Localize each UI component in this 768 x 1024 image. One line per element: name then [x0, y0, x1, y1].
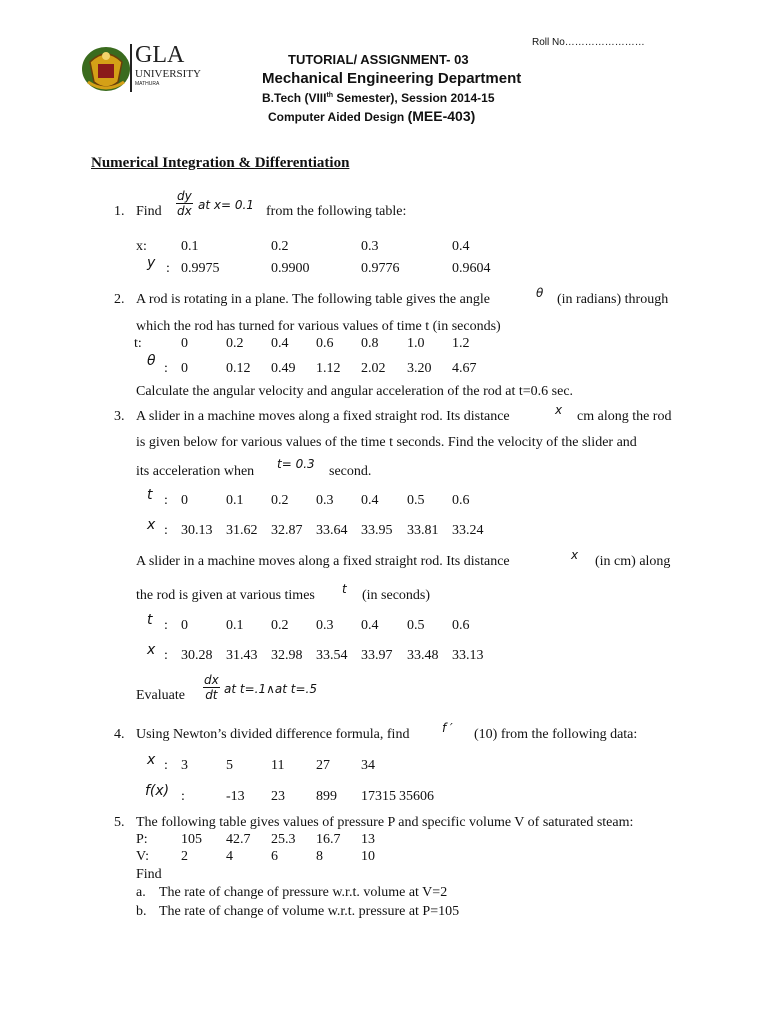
q5-part-a: The rate of change of pressure w.r.t. volume at V=2 [159, 885, 448, 900]
q5-line1: The following table gives values of pressure P and specific volume V of saturated steam: [136, 815, 634, 830]
q1-x-row [0, 239, 768, 257]
q3-at: at t=.1∧at t=.5 [224, 682, 317, 696]
logo-name: GLA [135, 42, 185, 68]
logo-city: MATHURA [135, 81, 160, 87]
table-cell: 17315 [361, 789, 396, 804]
table-cell: 0 [181, 618, 188, 633]
table-cell: 33.48 [407, 648, 439, 663]
q3-t-eq: t= 0.3 [277, 457, 315, 471]
table-cell: 0.5 [407, 493, 425, 508]
superscript-th: th [326, 92, 334, 99]
logo-university: UNIVERSITY [135, 68, 201, 80]
q3-frac-den: dt [205, 688, 218, 702]
q4-line1a: Using Newton’s divided difference formula, find [136, 727, 410, 742]
table-cell: 0.5 [407, 618, 425, 633]
q2-t-row [0, 336, 768, 354]
q1-derivative [176, 189, 193, 218]
q3-number: 3. [114, 409, 125, 424]
table-cell: 1.2 [452, 336, 470, 351]
q1-find: Find [136, 204, 162, 219]
table-cell: θ [147, 353, 156, 369]
table-cell: x [147, 642, 156, 658]
q3-x-row-1 [0, 517, 768, 541]
table-cell: 35606 [399, 789, 434, 804]
q1-frac-den: dx [177, 204, 192, 218]
q3-line4a: A slider in a machine moves along a fixed straight rod. Its distance [136, 554, 510, 569]
table-cell: 0.2 [271, 493, 289, 508]
q2-number: 2. [114, 292, 125, 307]
session-line [262, 91, 495, 105]
table-cell: 13 [361, 832, 375, 847]
table-cell: 0.3 [361, 239, 379, 254]
university-logo [80, 42, 200, 96]
q1-y-row [0, 255, 768, 279]
course-name: Computer Aided Design [268, 110, 408, 124]
table-cell: 11 [271, 758, 285, 773]
q2-line1a: A rod is rotating in a plane. The following table gives the angle [136, 292, 490, 307]
table-cell: 0.49 [271, 361, 296, 376]
q3-frac-num: dx [204, 673, 219, 687]
q3-line1b: cm along the rod [577, 409, 672, 424]
table-cell: -13 [226, 789, 245, 804]
table-cell: : [164, 648, 168, 663]
table-cell: t: [134, 336, 142, 351]
table-cell: 25.3 [271, 832, 296, 847]
q3-line5a: the rod is given at various times [136, 588, 315, 603]
q1-text: from the following table: [266, 204, 407, 219]
table-cell: 33.54 [316, 648, 348, 663]
table-cell: 5 [226, 758, 233, 773]
table-cell: 0 [181, 336, 188, 351]
department-name: Mechanical Engineering Department [262, 70, 522, 87]
q2-line1b: (in radians) through [557, 292, 669, 307]
btech-text: B.Tech (VIII [262, 91, 327, 105]
q3-line3a: its acceleration when [136, 464, 255, 479]
table-cell: 2.02 [361, 361, 386, 376]
q1-frac-num: dy [177, 189, 192, 203]
table-cell: 42.7 [226, 832, 251, 847]
table-cell: 899 [316, 789, 337, 804]
q2-theta: θ [536, 286, 544, 300]
course-line [268, 108, 475, 124]
table-cell: 33.24 [452, 523, 484, 538]
q3-t-var: t [342, 582, 347, 596]
q3-x-var-2: x [571, 548, 579, 562]
q3-x-row-2 [0, 642, 768, 666]
table-cell: V: [136, 849, 149, 864]
table-cell: P: [136, 832, 148, 847]
table-cell: 23 [271, 789, 285, 804]
q2-line3: Calculate the angular velocity and angular acceleration of the rod at t=0.6 sec. [136, 384, 574, 399]
section-title: Numerical Integration & Differentiation [91, 155, 350, 171]
table-cell: t [147, 612, 153, 628]
table-cell: t [147, 487, 153, 503]
table-cell: 10 [361, 849, 375, 864]
table-cell: 4.67 [452, 361, 477, 376]
table-cell: 16.7 [316, 832, 341, 847]
table-cell: : [164, 758, 168, 773]
table-cell: : [164, 493, 168, 508]
q3-t-row-2 [0, 612, 768, 636]
q5-part-b: The rate of change of volume w.r.t. pressure at P=105 [159, 904, 460, 919]
q3-line4b: (in cm) along [595, 554, 671, 569]
table-cell: 1.0 [407, 336, 425, 351]
table-cell: 0 [181, 361, 188, 376]
q5-number: 5. [114, 815, 125, 830]
table-cell: 3 [181, 758, 188, 773]
q3-derivative [203, 673, 220, 702]
table-cell: 27 [316, 758, 330, 773]
q5-p-row [0, 832, 768, 850]
table-cell: 105 [181, 832, 202, 847]
table-cell: x [147, 517, 156, 533]
q1-at: at x= 0.1 [198, 198, 254, 212]
table-cell: : [164, 523, 168, 538]
q5-part-a-label: a. [136, 885, 146, 900]
q4-number: 4. [114, 727, 125, 742]
q5-v-row [0, 849, 768, 867]
q3-t-row-1 [0, 487, 768, 511]
table-cell: 0.1 [181, 239, 199, 254]
table-cell: 8 [316, 849, 323, 864]
table-cell: 31.43 [226, 648, 258, 663]
assignment-title: TUTORIAL/ ASSIGNMENT- 03 [288, 52, 469, 67]
table-cell: 0.1 [226, 493, 244, 508]
table-cell: 0.2 [271, 618, 289, 633]
q3-line5b: (in seconds) [362, 588, 431, 603]
q3-x-var: x [555, 403, 563, 417]
table-cell: 33.95 [361, 523, 393, 538]
q4-line1b: (10) from the following data: [474, 727, 638, 742]
table-cell: 0.9604 [452, 261, 491, 276]
table-cell: 4 [226, 849, 233, 864]
q2-line2: which the rod has turned for various values of time t (in seconds) [136, 319, 501, 334]
table-cell: 0.6 [452, 493, 470, 508]
table-cell: 0.4 [361, 618, 379, 633]
course-code: (MEE-403) [407, 108, 476, 124]
q2-theta-row [0, 353, 768, 379]
table-cell: f(x) [145, 783, 170, 799]
table-cell: 0.12 [226, 361, 251, 376]
table-cell: 0.9900 [271, 261, 310, 276]
table-cell: 0.3 [316, 493, 334, 508]
q4-x-row [0, 752, 768, 776]
roll-number: Roll No…………………… [532, 37, 645, 48]
table-cell: : [164, 618, 168, 633]
table-cell: 0.1 [226, 618, 244, 633]
table-cell: x [147, 752, 156, 768]
table-cell: 0 [181, 493, 188, 508]
table-cell: 31.62 [226, 523, 258, 538]
q4-f-row [0, 783, 768, 807]
table-cell: 33.97 [361, 648, 393, 663]
q3-line2: is given below for various values of the time t seconds. Find the velocity of the slider and [136, 435, 637, 450]
q1-number: 1. [114, 204, 125, 219]
semester-text: Semester), Session 2014-15 [333, 91, 495, 105]
table-cell: 2 [181, 849, 188, 864]
q4-fprime: f ′ [442, 721, 453, 735]
table-cell: 33.64 [316, 523, 348, 538]
table-cell: 0.2 [226, 336, 244, 351]
table-cell: 0.6 [452, 618, 470, 633]
table-cell: 34 [361, 758, 375, 773]
table-cell: 0.4 [271, 336, 289, 351]
table-cell: 0.4 [452, 239, 470, 254]
table-cell: 0.9776 [361, 261, 400, 276]
table-cell: 33.13 [452, 648, 484, 663]
table-cell: 6 [271, 849, 278, 864]
table-cell: 0.6 [316, 336, 334, 351]
table-cell: 0.9975 [181, 261, 220, 276]
table-cell: 32.98 [271, 648, 303, 663]
q3-line1a: A slider in a machine moves along a fixed straight rod. Its distance [136, 409, 510, 424]
q3-evaluate: Evaluate [136, 688, 185, 703]
table-cell: 0.4 [361, 493, 379, 508]
table-cell: 1.12 [316, 361, 341, 376]
table-cell: 0.3 [316, 618, 334, 633]
table-cell: 33.81 [407, 523, 439, 538]
table-cell: 30.28 [181, 648, 213, 663]
table-cell: 3.20 [407, 361, 432, 376]
table-cell: 32.87 [271, 523, 303, 538]
table-cell: : [164, 361, 168, 376]
q5-find: Find [136, 867, 162, 882]
q3-line3b: second. [329, 464, 372, 479]
table-cell: 0.2 [271, 239, 289, 254]
table-cell: x: [136, 239, 147, 254]
table-cell: : [181, 789, 185, 804]
q5-part-b-label: b. [136, 904, 147, 919]
table-cell: y [147, 255, 156, 271]
table-cell: 30.13 [181, 523, 213, 538]
crest-icon [80, 42, 132, 96]
table-cell: : [166, 261, 170, 276]
table-cell: 0.8 [361, 336, 379, 351]
